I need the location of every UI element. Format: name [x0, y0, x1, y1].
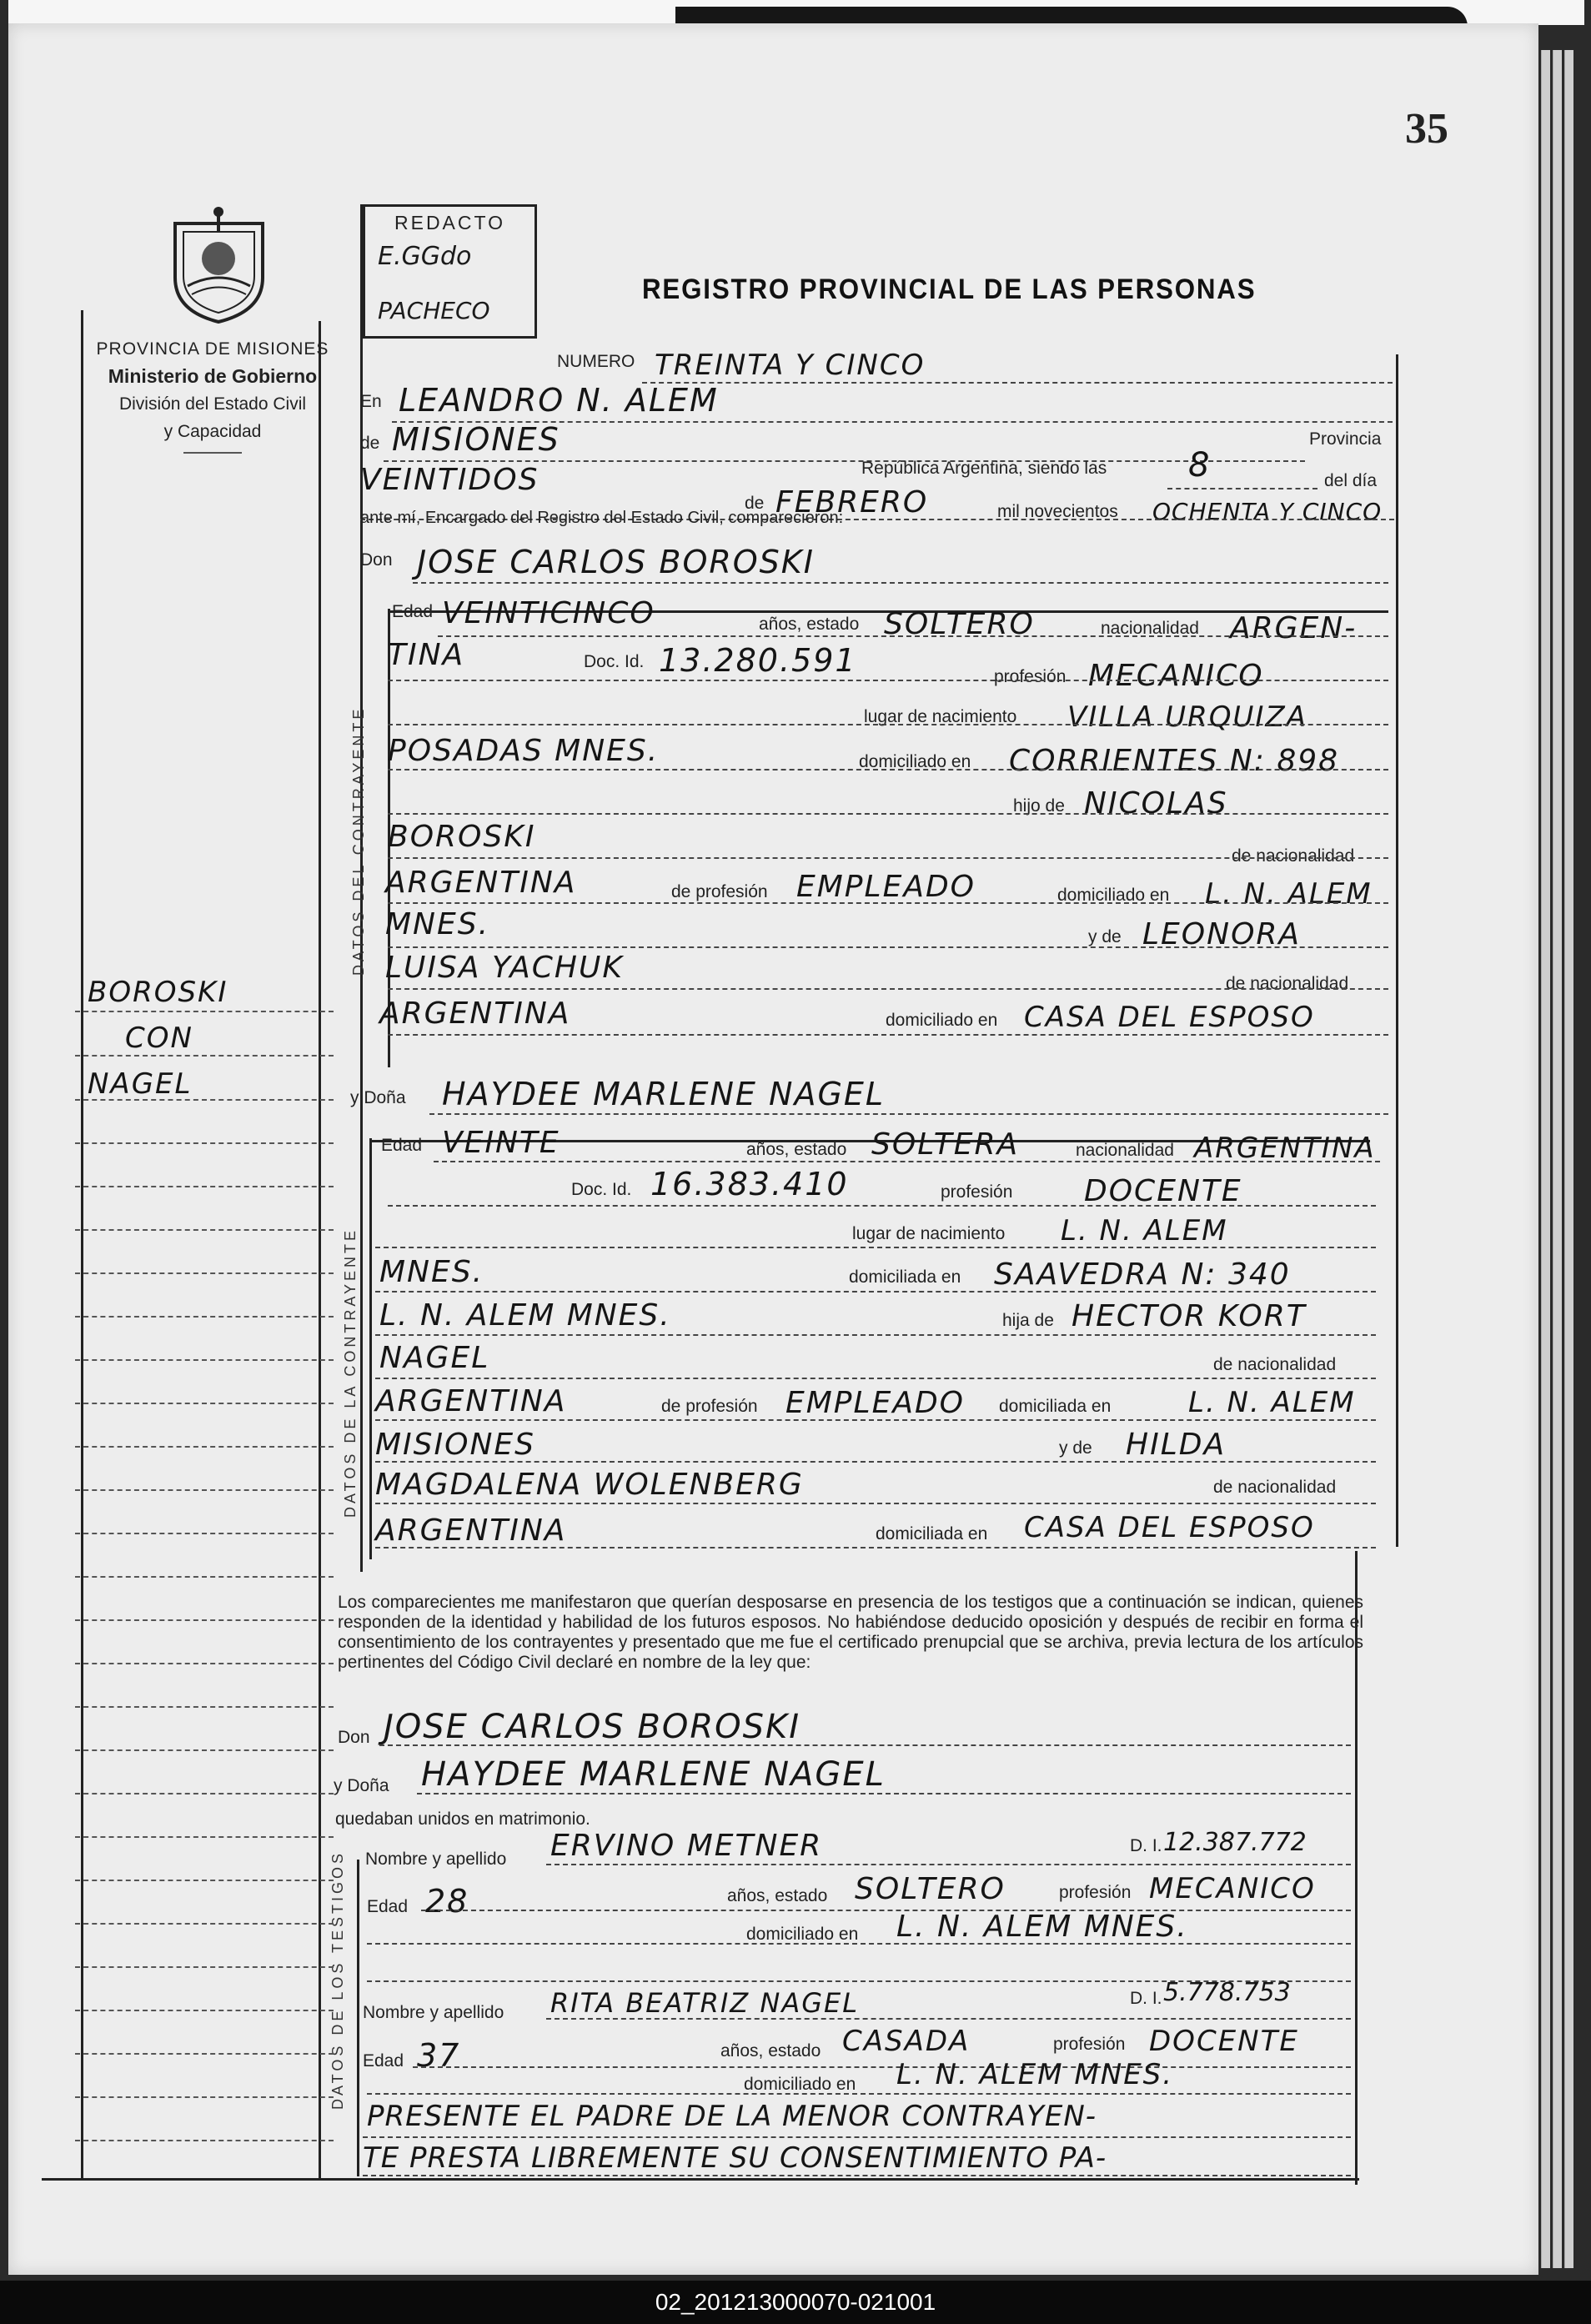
- groom-father-profession: EMPLEADO: [796, 870, 976, 904]
- label-lugar-nac: lugar de nacimiento: [864, 707, 1017, 726]
- groom-father-name: NICOLAS: [1084, 786, 1228, 821]
- label-profesion: profesión: [1059, 1883, 1132, 1902]
- label-di: D. I.: [1130, 1989, 1162, 2008]
- right-border: [1396, 354, 1398, 1547]
- bride-doc: 16.383.410: [650, 1166, 849, 1202]
- label-ante-mi: ante mí, Encargado del Registro del Estado Civil, comparecieron:: [360, 509, 844, 527]
- groom-father-address-cont: MNES.: [385, 907, 490, 941]
- label-mil: mil novecientos: [997, 502, 1118, 521]
- act-province: MISIONES: [392, 421, 560, 458]
- margin-note-surname1: BOROSKI: [88, 976, 228, 1009]
- witness2-address: L. N. ALEM MNES.: [896, 2058, 1174, 2091]
- label-profesion: profesión: [941, 1182, 1013, 1202]
- spouse-bride-name: HAYDEE MARLENE NAGEL: [421, 1755, 886, 1794]
- act-hour: 8: [1188, 446, 1212, 484]
- label-republica: República Argentina, siendo las: [861, 459, 1107, 478]
- groom-mother-surname: LUISA YACHUK: [385, 951, 624, 985]
- binder-top: [8, 0, 1584, 25]
- groom-father-surname: BOROSKI: [388, 820, 536, 854]
- label-domiciliado: domiciliado en: [859, 752, 971, 771]
- page-edge: [1564, 50, 1573, 2268]
- label-numero: NUMERO: [557, 352, 635, 371]
- groom-doc: 13.280.591: [659, 642, 857, 679]
- label-de-profesion: de profesión: [671, 882, 768, 901]
- witness1-age: 28: [425, 1883, 469, 1920]
- label-di: D. I.: [1130, 1836, 1162, 1855]
- label-edad: Edad: [367, 1897, 409, 1916]
- label-edad: Edad: [381, 1136, 423, 1155]
- witness2-name: RITA BEATRIZ NAGEL: [550, 1987, 860, 2019]
- label-y-de: y de: [1088, 927, 1122, 946]
- bride-mother-address: CASA DEL ESPOSO: [1024, 1511, 1315, 1544]
- label-lugar-nac: lugar de nacimiento: [852, 1224, 1006, 1243]
- witness1-id: 12.387.772: [1163, 1828, 1307, 1857]
- label-hijo-de: hijo de: [1013, 796, 1065, 816]
- label-domiciliada: domiciliada en: [849, 1267, 961, 1287]
- bride-age: VEINTE: [442, 1126, 560, 1160]
- label-don: Don: [360, 550, 393, 570]
- groom-mother-address: CASA DEL ESPOSO: [1024, 1001, 1315, 1034]
- bride-mother-surname: MAGDALENA WOLENBERG: [375, 1468, 804, 1502]
- groom-profession: MECANICO: [1088, 659, 1264, 693]
- note-line-2: TE PRESTA LIBREMENTE SU CONSENTIMIENTO PA-: [363, 2141, 1107, 2175]
- side-label-bride: DATOS DE LA CONTRAYENTE: [342, 1227, 359, 1518]
- label-del-dia: del día: [1324, 471, 1378, 490]
- groom-birthplace-cont: POSADAS MNES.: [388, 734, 660, 768]
- label-y-dona: y Doña: [334, 1776, 389, 1795]
- stamp-handwriting: E.GGdo: [378, 242, 472, 271]
- label-profesion: profesión: [1053, 2035, 1126, 2054]
- witness1-address: L. N. ALEM MNES.: [896, 1910, 1188, 1944]
- groom-birthplace: VILLA URQUIZA: [1067, 700, 1307, 734]
- bride-father-nationality: ARGENTINA: [375, 1384, 567, 1418]
- label-domiciliado: domiciliado en: [1057, 886, 1170, 905]
- label-y-de: y de: [1059, 1438, 1092, 1458]
- stamp-label: REDACTO: [394, 212, 506, 233]
- bride-nationality: ARGENTINA: [1194, 1132, 1376, 1165]
- side-label-groom: DATOS DEL CONTRAYENTE: [350, 705, 367, 976]
- side-label-witnesses: DATOS DE LOS TESTIGOS: [329, 1850, 346, 2110]
- label-de-nacionalidad: de nacionalidad: [1232, 846, 1355, 866]
- label-quedaban: quedaban unidos en matrimonio.: [335, 1810, 590, 1829]
- groom-name: JOSE CARLOS BOROSKI: [417, 544, 815, 580]
- label-anos-estado: años, estado: [759, 615, 860, 634]
- groom-status: SOLTERO: [884, 607, 1035, 641]
- bride-father-address: L. N. ALEM: [1188, 1386, 1356, 1419]
- bride-father-address-cont: MISIONES: [375, 1428, 536, 1462]
- bride-father-name: HECTOR KORT: [1072, 1299, 1307, 1333]
- label-de-profesion: de profesión: [661, 1397, 758, 1416]
- scan-id-footer: 02_201213000070-021001: [0, 2281, 1591, 2324]
- label-de-nacionalidad: de nacionalidad: [1213, 1478, 1337, 1497]
- label-en: En: [360, 392, 382, 411]
- label-domiciliada: domiciliada en: [999, 1397, 1112, 1416]
- divider: [183, 452, 242, 454]
- act-place: LEANDRO N. ALEM: [399, 382, 719, 419]
- bottom-rule: [42, 2178, 1359, 2181]
- bride-address-cont: L. N. ALEM MNES.: [379, 1298, 671, 1333]
- act-day: VEINTIDOS: [360, 463, 540, 497]
- margin-note-con: CON: [125, 1021, 193, 1055]
- groom-mother-nationality: ARGENTINA: [379, 996, 571, 1031]
- witness2-id: 5.778.753: [1163, 1978, 1291, 2007]
- document-title: REGISTRO PROVINCIAL DE LAS PERSONAS: [642, 274, 1257, 305]
- bride-name: HAYDEE MARLENE NAGEL: [442, 1076, 886, 1112]
- bride-address: SAAVEDRA N: 340: [994, 1257, 1291, 1292]
- label-de-nacionalidad: de nacionalidad: [1226, 974, 1349, 993]
- witness2-status: CASADA: [842, 2025, 971, 2058]
- bride-birthplace-cont: MNES.: [379, 1255, 484, 1289]
- act-month: FEBRERO: [775, 485, 929, 520]
- label-domiciliada: domiciliada en: [876, 1524, 988, 1543]
- note-line-1: PRESENTE EL PADRE DE LA MENOR CONTRAYEN-: [367, 2100, 1097, 2133]
- bride-birthplace: L. N. ALEM: [1061, 1214, 1228, 1247]
- label-de-mes: de: [745, 494, 765, 513]
- spouse-groom-name: JOSE CARLOS BOROSKI: [384, 1708, 801, 1746]
- margin-note-surname2: NAGEL: [88, 1067, 193, 1101]
- label-anos-estado: años, estado: [746, 1140, 847, 1159]
- issuing-office: [75, 335, 350, 454]
- bride-mother-name: HILDA: [1126, 1428, 1227, 1462]
- label-edad: Edad: [363, 2051, 404, 2071]
- label-anos-estado: años, estado: [727, 1886, 828, 1905]
- label-domiciliado: domiciliado en: [744, 2075, 856, 2094]
- ministry-label: Ministerio de Gobierno: [108, 365, 318, 387]
- margin-border: [319, 321, 321, 2181]
- label-don: Don: [338, 1728, 370, 1747]
- redacto-stamp: [363, 204, 537, 339]
- label-nombre-apellido: Nombre y apellido: [363, 2003, 504, 2022]
- label-profesion: profesión: [994, 667, 1067, 686]
- label-de: de: [360, 434, 380, 453]
- label-nombre-apellido: Nombre y apellido: [365, 1850, 507, 1869]
- witness2-age: 37: [417, 2037, 461, 2074]
- stamp-name: PACHECO: [378, 297, 490, 324]
- groom-father-address: L. N. ALEM: [1205, 877, 1373, 911]
- groom-mother-name: LEONORA: [1142, 917, 1302, 951]
- page-edge: [1541, 50, 1550, 2268]
- bride-mother-nationality: ARGENTINA: [375, 1513, 567, 1548]
- groom-nationality: ARGEN-: [1230, 611, 1358, 645]
- groom-father-nationality: ARGENTINA: [385, 866, 577, 900]
- label-domiciliado: domiciliado en: [886, 1011, 998, 1030]
- page-number: 35: [1405, 105, 1448, 153]
- left-border: [81, 310, 83, 2178]
- bride-father-surname: NAGEL: [379, 1341, 490, 1375]
- bride-bracket: [369, 1138, 372, 1559]
- groom-age: VEINTICINCO: [442, 596, 655, 630]
- witness1-profession: MECANICO: [1149, 1872, 1316, 1905]
- witness2-profession: DOCENTE: [1149, 2025, 1299, 2058]
- province-label: PROVINCIA DE MISIONES: [96, 339, 329, 359]
- label-y-dona: y Doña: [350, 1088, 406, 1107]
- act-number: TREINTA Y CINCO: [655, 349, 926, 382]
- label-de-nacionalidad: de nacionalidad: [1213, 1355, 1337, 1374]
- witness-bracket: [357, 1860, 359, 2176]
- witness1-status: SOLTERO: [855, 1872, 1006, 1906]
- page-edge: [1553, 50, 1562, 2268]
- declaration-text: Los comparecientes me manifestaron que querían desposarse en presencia de los testigos que a continuación se indican, quienes responden de la identidad y habilidad de los futuros esposos. No habiéndose deducido oposición y después de recibir en forma el consentimiento de los contrayentes y presentado que me fue el certificado prenupcial que se archiva, previa lectura de los artículos pertinentes del Código Civil declaré en nombre de la ley que:: [338, 1593, 1363, 1672]
- bride-father-profession: EMPLEADO: [785, 1386, 966, 1420]
- label-doc: Doc. Id.: [584, 652, 645, 671]
- witness1-name: ERVINO METNER: [550, 1829, 823, 1863]
- bride-status: SOLTERA: [871, 1127, 1020, 1162]
- capacity-label: y Capacidad: [163, 422, 262, 441]
- label-anos-estado: años, estado: [720, 2041, 821, 2060]
- label-domiciliado: domiciliado en: [746, 1925, 859, 1944]
- groom-address: CORRIENTES N: 898: [1009, 744, 1340, 778]
- label-provincia: Provincia: [1309, 429, 1382, 449]
- bride-profession: DOCENTE: [1084, 1174, 1242, 1208]
- act-year: OCHENTA Y CINCO: [1152, 498, 1383, 525]
- label-hija-de: hija de: [1002, 1311, 1054, 1330]
- provincial-seal-icon: [167, 207, 271, 324]
- groom-nationality-cont: TINA: [388, 638, 465, 672]
- label-doc: Doc. Id.: [571, 1180, 632, 1199]
- label-nacionalidad: nacionalidad: [1101, 619, 1199, 638]
- division-label: División del Estado Civil: [118, 394, 307, 414]
- label-edad: Edad: [392, 602, 434, 621]
- label-nacionalidad: nacionalidad: [1076, 1141, 1174, 1160]
